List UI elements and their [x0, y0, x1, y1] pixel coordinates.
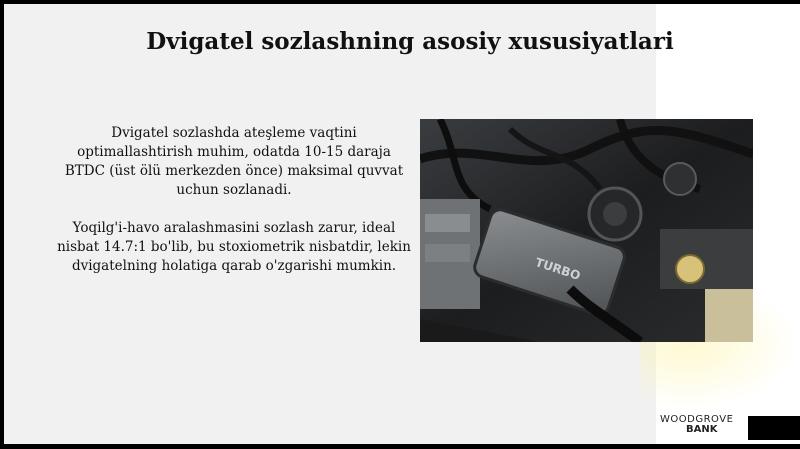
slide-title: Dvigatel sozlashning asosiy xususiyatlari: [146, 28, 674, 55]
logo-block: [748, 416, 800, 440]
logo-line-1: WOODGROVE: [660, 414, 734, 425]
engine-photo: [420, 119, 753, 342]
engine-cover-text: TURBO: [533, 255, 583, 283]
logo-line-2: BANK: [686, 424, 718, 435]
body-text: [56, 124, 412, 295]
frame-border-bottom: [0, 444, 800, 449]
woodgrove-bank-logo: [660, 415, 738, 435]
frame-border-top: [0, 0, 800, 4]
paragraph-ignition-timing: Dvigatel sozlashda ateşleme vaqtini optimallashtirish muhim, odatda 10-15 daraja BTDC (üst ölü merkezden önce) maksimal quvvat uchun sozlanadi.: [64, 125, 404, 198]
frame-border-left: [0, 0, 4, 449]
engine-image: [420, 119, 753, 342]
paragraph-air-fuel-ratio: Yoqilg'i-havo aralashmasini sozlash zarur, ideal nisbat 14.7:1 bo'lib, bu stoxiometrik nisbatdir, lekin dvigatelning holatiga qarab o'zgarishi mumkin.: [57, 220, 411, 274]
